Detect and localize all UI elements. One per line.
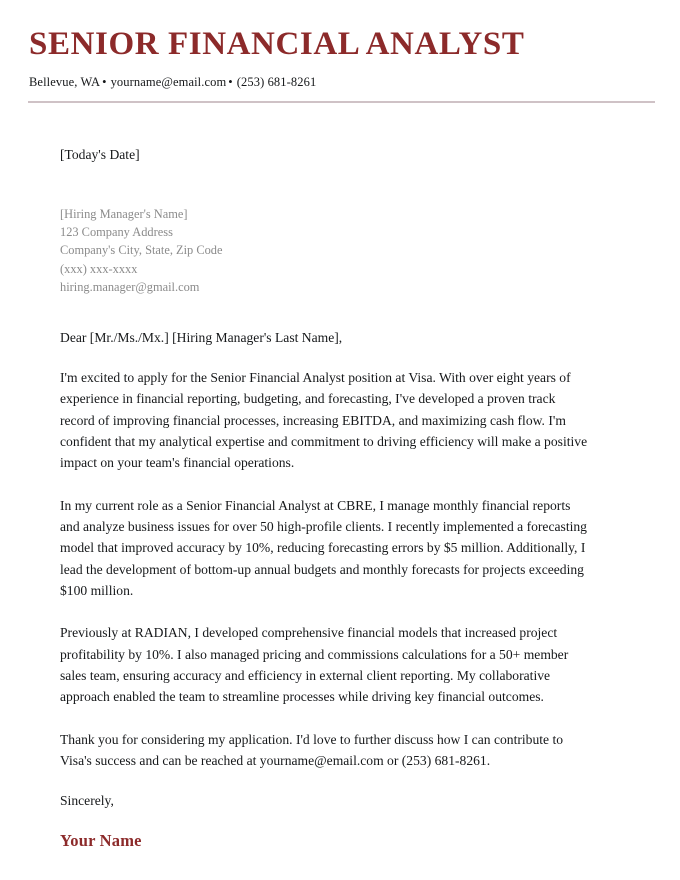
header-divider: [28, 101, 655, 103]
contact-line: [29, 75, 652, 90]
body-paragraph: Previously at RADIAN, I developed comprehensive financial models that increased project profitability by 10%. I also managed pricing and commissions calculations for a 50+ member sales team, ensuring accuracy and efficiency in external client reporting. My collaborative approach enabled the team to streamline processes while driving key financial outcomes.: [60, 625, 569, 705]
contact-phone: (253) 681-8261: [236, 74, 317, 89]
body-paragraph: In my current role as a Senior Financial Analyst at CBRE, I manage monthly financial reports and analyze business issues for over 50 high-profile clients. I recently implemented a forecasting model that improved accuracy by 10%, reducing forecasting errors by $5 million. Additionally, I lead the development of bottom-up annual budgets and monthly forecasts for projects exceeding $100 million.: [60, 497, 587, 599]
recipient-line: 123 Company Address: [60, 225, 173, 240]
salutation: Dear [Mr./Ms./Mx.] [Hiring Manager's Last Name],: [60, 330, 343, 346]
recipient-line: Company's City, State, Zip Code: [60, 243, 223, 258]
body-paragraph: Thank you for considering my application. I'd love to further discuss how I can contribute to Visa's success and can be reached at yourname@email.com or (253) 681-8261.: [60, 731, 564, 769]
contact-email: yourname@email.com: [110, 74, 227, 89]
page-title: SENIOR FINANCIAL ANALYST: [29, 26, 525, 62]
contact-separator-1: •: [102, 74, 107, 89]
signature-name: Your Name: [60, 831, 142, 851]
letter-body: [0, 147, 680, 851]
letter-header: [0, 0, 680, 103]
closing-line: Sincerely,: [60, 793, 114, 809]
recipient-line: [Hiring Manager's Name]: [60, 206, 188, 221]
body-paragraph: I'm excited to apply for the Senior Financial Analyst position at Visa. With over eight years of experience in financial reporting, budgeting, and forecasting, I've developed a proven track record of improving financial processes, increasing EBITDA, and maximizing cash flow. I'm confident that my analytical expertise and commitment to driving efficiency will make a positive impact on your team's financial operations.: [60, 370, 588, 471]
recipient-address-block: [60, 205, 590, 296]
recipient-line: (xxx) xxx-xxxx: [60, 261, 138, 276]
date-line: [Today's Date]: [60, 146, 140, 162]
contact-separator-2: •: [228, 74, 233, 89]
recipient-line: hiring.manager@gmail.com: [60, 279, 200, 294]
contact-location: Bellevue, WA: [29, 74, 101, 89]
